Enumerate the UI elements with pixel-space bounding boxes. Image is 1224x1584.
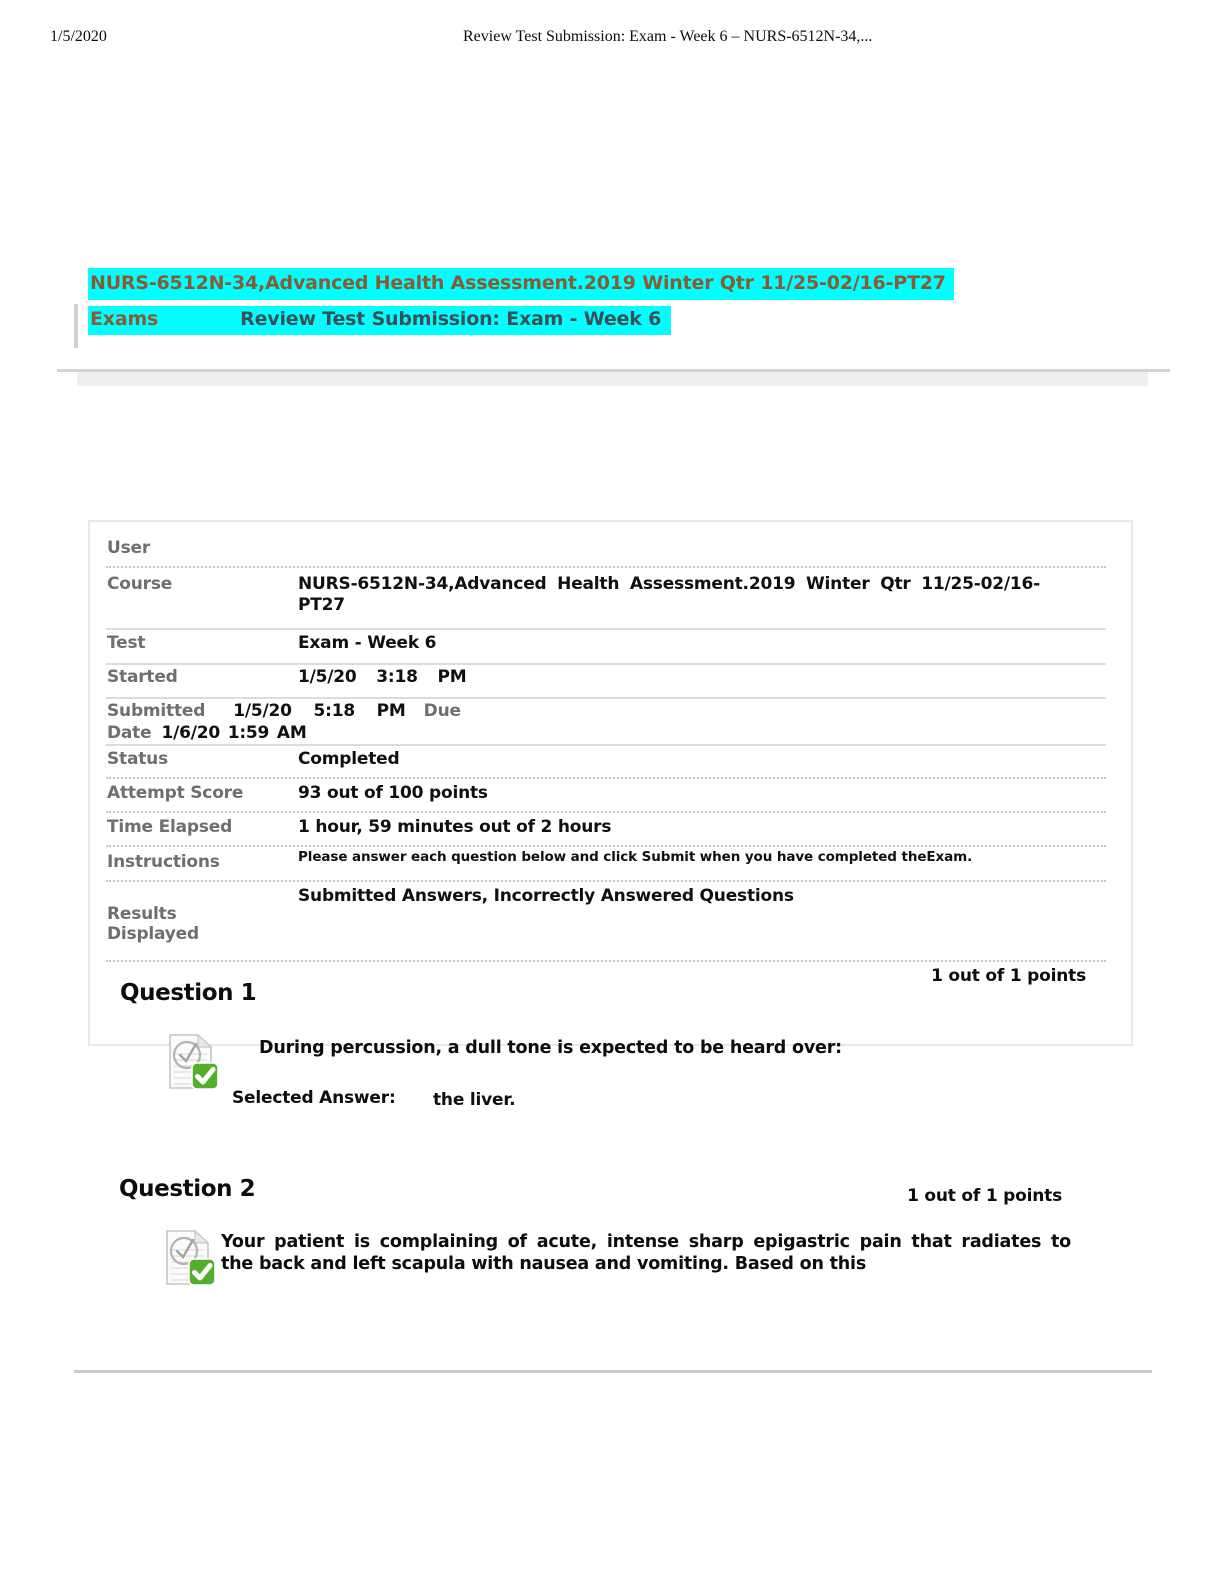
correct-answer-icon xyxy=(165,1032,222,1091)
selected-answer-label: Selected Answer: xyxy=(232,1088,396,1108)
course-value xyxy=(298,574,1040,616)
row-separator xyxy=(106,628,1106,630)
correct-answer-icon xyxy=(162,1228,219,1287)
time-elapsed-label: Time Elapsed xyxy=(107,817,233,837)
test-label: Test xyxy=(107,633,146,653)
question-2-heading: Question 2 xyxy=(119,1176,256,1202)
results-displayed-label: Results Displayed xyxy=(107,904,199,944)
row-separator xyxy=(106,697,1106,699)
user-label: User xyxy=(107,538,151,558)
bottom-divider-line xyxy=(74,1370,1152,1373)
due-date-label-part2: Date xyxy=(107,722,152,743)
selected-answer-value: the liver. xyxy=(433,1090,516,1110)
test-value: Exam - Week 6 xyxy=(298,633,437,653)
course-value-line2: PT27 xyxy=(298,595,345,615)
question-2-text-line2: the back and left scapula with nausea and vomiting. Based on this xyxy=(221,1253,867,1274)
question-2-text-line1: Your patient is complaining of acute, intense sharp epigastric pain that radiates to xyxy=(221,1232,1071,1252)
started-label: Started xyxy=(107,667,178,687)
breadcrumb-item-current[interactable]: Review Test Submission: Exam - Week 6 xyxy=(240,308,662,330)
breadcrumb xyxy=(88,306,671,335)
question-1-points: 1 out of 1 points xyxy=(931,966,1086,986)
course-title-banner: NURS-6512N-34,Advanced Health Assessment.2019 Winter Qtr 11/25-02/16-PT27 xyxy=(88,268,954,300)
row-separator xyxy=(106,566,1106,568)
row-separator xyxy=(106,845,1106,847)
submitted-due-date-row xyxy=(107,701,707,744)
row-separator xyxy=(106,777,1106,779)
breadcrumb-item-exams[interactable]: Exams xyxy=(90,308,159,330)
question-1-heading: Question 1 xyxy=(120,980,257,1006)
started-value: 1/5/20 3:18 PM xyxy=(298,667,467,687)
course-label: Course xyxy=(107,574,173,594)
row-separator xyxy=(106,811,1106,813)
course-value-line1: NURS-6512N-34,Advanced Health Assessment.2019 Winter Qtr 11/25-02/16- xyxy=(298,574,1040,594)
instructions-label: Instructions xyxy=(107,852,220,872)
row-separator xyxy=(106,663,1106,665)
attempt-score-value: 93 out of 100 points xyxy=(298,783,488,803)
row-separator xyxy=(106,880,1106,882)
submitted-value: 1/5/20 5:18 PM xyxy=(233,701,406,721)
due-date-value: 1/6/20 1:59 AM xyxy=(161,722,307,743)
due-date-label-part1: Due xyxy=(423,701,461,721)
time-elapsed-value: 1 hour, 59 minutes out of 2 hours xyxy=(298,817,612,837)
instructions-value: Please answer each question below and click Submit when you have completed theExam. xyxy=(298,849,973,865)
question-2-text xyxy=(221,1232,1071,1275)
question-2-points: 1 out of 1 points xyxy=(907,1186,1062,1206)
question-1-text: During percussion, a dull tone is expected to be heard over: xyxy=(259,1038,842,1058)
row-separator xyxy=(106,960,1106,962)
status-label: Status xyxy=(107,749,168,769)
status-value: Completed xyxy=(298,749,400,769)
breadcrumb-left-bar xyxy=(74,304,78,348)
results-displayed-value: Submitted Answers, Incorrectly Answered Questions xyxy=(298,886,794,906)
submitted-label: Submitted xyxy=(107,701,206,721)
print-header-title: Review Test Submission: Exam - Week 6 – NURS-6512N-34,... xyxy=(463,28,873,45)
print-header-date: 1/5/2020 xyxy=(50,28,107,45)
collapsed-header-bar xyxy=(77,372,1148,386)
test-details-panel xyxy=(88,520,1133,1046)
attempt-score-label: Attempt Score xyxy=(107,783,244,803)
row-separator xyxy=(106,744,1106,746)
